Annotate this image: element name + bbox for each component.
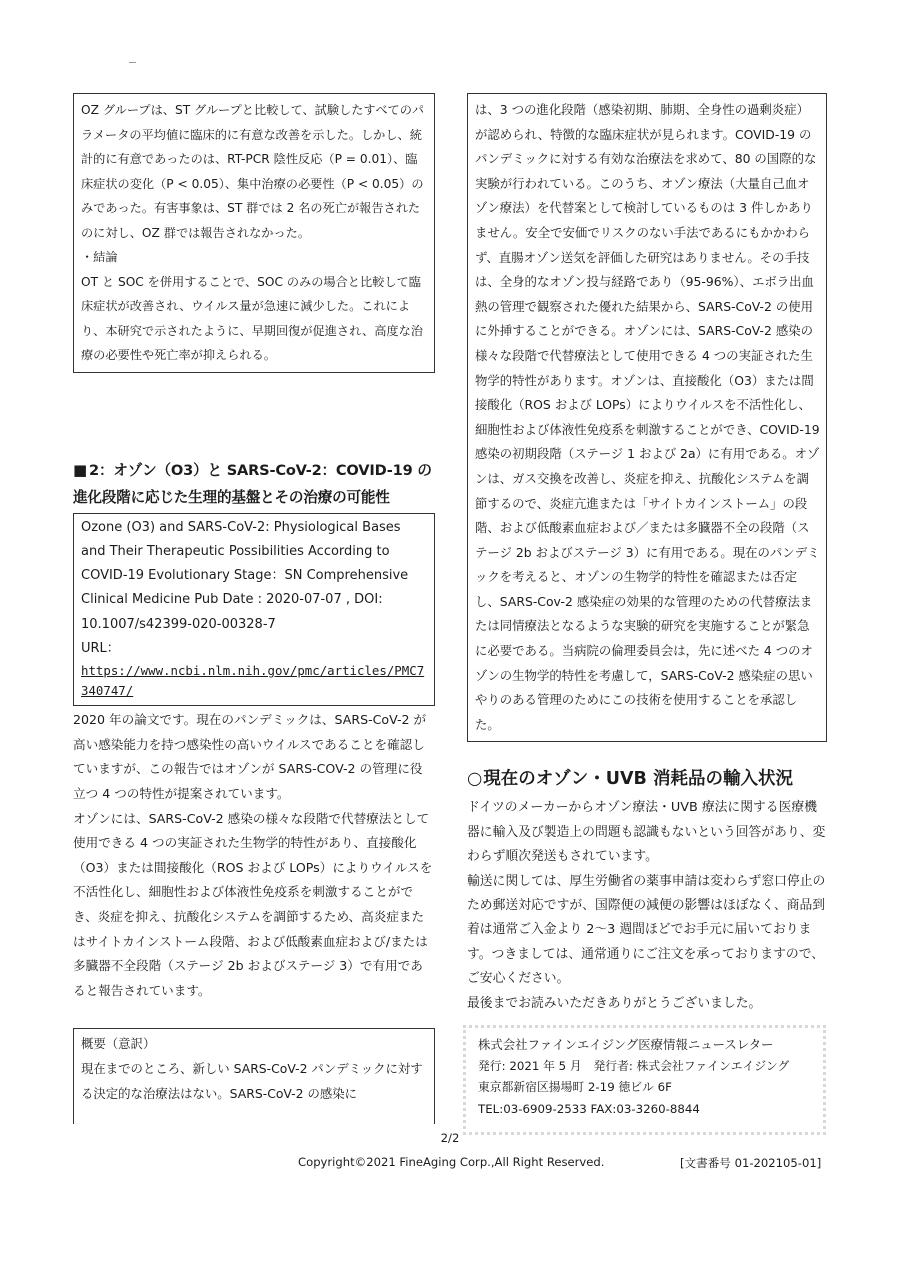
- section2-heading-text: 2：オゾン（O3）と SARS-CoV-2：COVID-19 の進化段階に応じた生理的基盤とその治療の可能性: [73, 461, 432, 506]
- summary-continued-text: は、3 つの進化段階（感染初期、肺期、全身性の過剰炎症）が認められ、特徴的な臨床症状が見られます。COVID-19 のパンデミックに対する有効な治療法を求めて、80 の国際的な実験が行われている。このうち、オゾン療法（大量自己血オゾン療法）を代替案として検討しているものは 3 件しかありません。安全で安価でリスクのない手法であるにもかかわらず、直腸オゾン送気を評価した研究はありません。その手技は、全身的なオゾン投与経路であり（95-96%）、エボラ出血熱の管理で観察された優れた結果から、SARS-CoV-2 の使用に外挿することができる。オゾンには、SARS-CoV-2 感染の様々な段階で代替療法として使用できる 4 つの実証された生物学的特性があります。オゾンは、直接酸化（O3）または間接酸化（ROS および LOPs）によりウイルスを不活性化し、細胞性および体液性免疫系を刺激することができ、COVID-19 感染の初期段階（ステージ 1 および 2a）に有用である。オゾンは、ガス交換を改善し、炎症を抑え、抗酸化システムを調節するので、炎症亢進または「サイトカインストーム」の段階、および低酸素血症および／または多臓器不全の段階（ステージ 2b およびステージ 3）に有用である。現在のパンデミックを考えると、オゾンの生物学的特性を確認または否定し、SARS-Cov-2 感染症の効果的な管理のための代替療法または同情療法となるような実験的研究を実施することが緊急に必要である。当病院の倫理委員会は，先に述べた 4 つのオゾンの生物学的特性を考慮して，SARS-CoV-2 感染症の思いやりのある管理のためにこの技術を使用することを承認した。: [475, 102, 820, 732]
- section3-heading-text: 現在のオゾン・UVB 消耗品の輸入状況: [483, 769, 793, 790]
- section2-paragraph-1: 2020 年の論文です。現在のパンデミックは、SARS-CoV-2 が高い感染能力を持つ感染性の高いウイルスであることを確認していますが、この報告ではオゾンが SARS-COV-2 の管理に役立つ 4 つの特性が提案されています。: [73, 712, 427, 802]
- circle-bullet-icon: ○: [467, 769, 483, 790]
- scan-mark: [129, 62, 136, 63]
- reference-citation: Ozone (O3) and SARS-CoV-2: Physiological Bases and Their Therapeutic Possibilities According to COVID-19 Evolutionary Stage：SN Comprehensive Clinical Medicine Pub Date : 2020-07-07 , DOI: 10.1007/s42399-020-00328-7: [81, 519, 409, 632]
- right-column: [467, 93, 827, 1016]
- section3-paragraph-3: 最後までお読みいただきありがとうございました。: [467, 995, 762, 1011]
- section2-heading: [73, 457, 435, 511]
- page-number: 2/2: [440, 1131, 460, 1145]
- company-info-box: [463, 1025, 826, 1135]
- summary-text: 現在までのところ、新しい SARS-CoV-2 パンデミックに対する決定的な治療法はない。SARS-CoV-2 の感染に: [81, 1061, 423, 1101]
- copyright-text: Copyright©2021 FineAging Corp.,All Right Reserved.: [298, 1155, 605, 1169]
- summary-continued-box: [467, 93, 827, 742]
- oz-result-text: OZ グループは、ST グループと比較して、試験したすべてのパラメータの平均値に臨床的に有意な改善を示した。しかし、統計的に有意であったのは、RT-PCR 陰性反応（P = 0.01）、臨床症状の変化（P < 0.05）、集中治療の必要性（P < 0.05）のみであった。有害事象は、ST 群では 2 名の死亡が報告されたのに対し、OZ 群では報告されなかった。: [81, 103, 425, 240]
- section2-paragraph-2: オゾンには、SARS-CoV-2 感染の様々な段階で代替療法として使用できる 4 つの実証された生物学的特性があり、直接酸化（O3）または間接酸化（ROS および LOPs）によりウイルスを不活性化し、細胞性および体液性免疫系を刺激することができ、炎症を抑え、抗酸化システムを調節するため、高炎症またはサイトカインストーム段階、および低酸素血症および/または多臓器不全段階（ステージ 2b およびステージ 3）で有用であると報告されています。: [73, 810, 433, 998]
- conclusion-label: ・結論: [81, 250, 118, 264]
- section3-body: [467, 796, 827, 1016]
- publish-info: 発行: 2021 年 5 月 発行者: 株式会社ファインエイジング: [478, 1058, 790, 1073]
- section2-body: [73, 708, 435, 1003]
- summary-box: [73, 1028, 435, 1124]
- reference-box: [73, 513, 435, 707]
- summary-title: 概要（意訳）: [81, 1036, 156, 1052]
- oz-result-box: [73, 93, 435, 373]
- square-bullet-icon: ■: [73, 460, 87, 479]
- left-column: [73, 93, 435, 1124]
- company-contact: TEL:03-6909-2533 FAX:03-3260-8844: [478, 1101, 700, 1116]
- company-address: 東京都新宿区揚場町 2-19 徳ビル 6F: [478, 1080, 672, 1094]
- section3-paragraph-1: ドイツのメーカーからオゾン療法・UVB 療法に関する医療機器に輸入及び製造上の問題も認識もないという回答があり、変わらず順次発送もされています。: [467, 800, 826, 865]
- reference-url-label: URL：: [81, 640, 120, 656]
- company-name: 株式会社ファインエイジング医療情報ニュースレター: [478, 1037, 774, 1052]
- section3-heading: [467, 766, 827, 792]
- reference-url-link[interactable]: https://www.ncbi.nlm.nih.gov/pmc/articles/PMC7340747/: [81, 663, 425, 699]
- conclusion-text: OT と SOC を併用することで、SOC のみの場合と比較して臨床症状が改善され、ウイルス量が急速に減少した。これにより、本研究で示されたように、早期回復が促進され、高度な治療の必要性や死亡率が抑えられる。: [81, 274, 423, 362]
- section3-paragraph-2: 輸送に関しては、厚生労働省の薬事申請は変わらず窓口停止のため郵送対応ですが、国際便の減便の影響はほぼなく、商品到着は通常ご入金より 2〜3 週間ほどでお手元に届いております。つきましては、通常通りにご注文を承っておりますので、ご安心ください。: [467, 873, 826, 987]
- document-number: [文書番号 01-202105-01]: [680, 1156, 822, 1170]
